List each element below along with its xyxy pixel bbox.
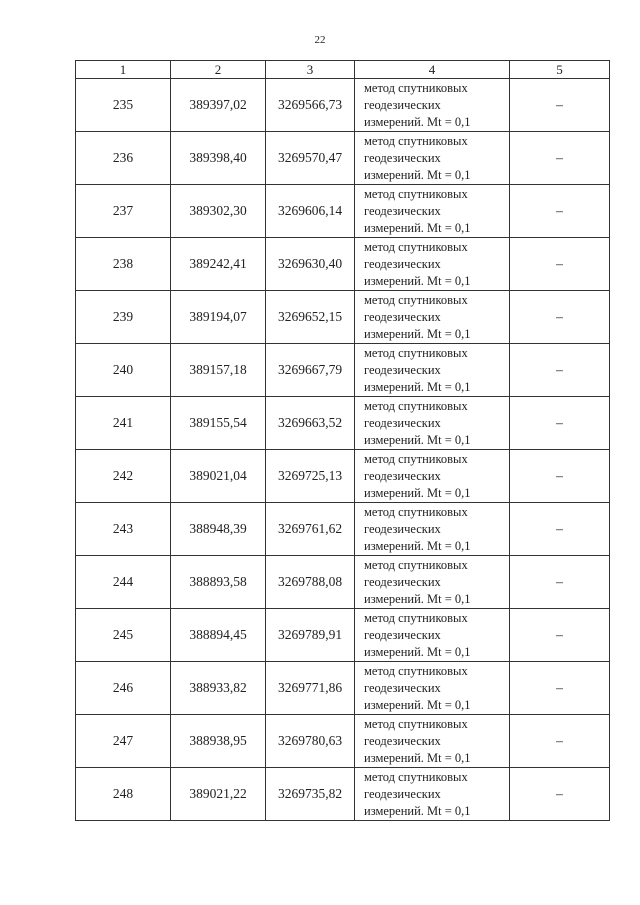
- method-text-line: геодезических: [364, 680, 441, 695]
- table-row: [76, 662, 610, 715]
- method-text-line: геодезических: [364, 415, 441, 430]
- column-header-3: 3: [266, 61, 355, 79]
- method-text-line: метод спутниковых: [364, 345, 468, 360]
- method-text-line: геодезических: [364, 256, 441, 271]
- point-number-cell: 235: [76, 79, 171, 132]
- point-number-cell: 244: [76, 556, 171, 609]
- method-text-line: геодезических: [364, 97, 441, 112]
- method-text-line: метод спутниковых: [364, 716, 468, 731]
- table-row: [76, 291, 610, 344]
- x-coordinate-cell: 388938,95: [171, 715, 266, 768]
- x-coordinate-cell: 389021,22: [171, 768, 266, 821]
- method-text-line: измерений. Mt = 0,1: [364, 591, 471, 606]
- y-coordinate-cell: 3269663,52: [266, 397, 355, 450]
- table-row: [76, 450, 610, 503]
- point-number-cell: 236: [76, 132, 171, 185]
- note-cell: –: [510, 291, 610, 344]
- point-number-cell: 246: [76, 662, 171, 715]
- y-coordinate-cell: 3269630,40: [266, 238, 355, 291]
- method-text-line: геодезических: [364, 309, 441, 324]
- x-coordinate-cell: 389155,54: [171, 397, 266, 450]
- method-text-line: геодезических: [364, 574, 441, 589]
- column-header-4: 4: [355, 61, 510, 79]
- page-number: 22: [314, 34, 326, 46]
- note-cell: –: [510, 715, 610, 768]
- note-cell: –: [510, 556, 610, 609]
- method-text-line: метод спутниковых: [364, 557, 468, 572]
- table-row: [76, 556, 610, 609]
- point-number-cell: 242: [76, 450, 171, 503]
- point-number-cell: 238: [76, 238, 171, 291]
- note-cell: –: [510, 79, 610, 132]
- method-cell: [355, 238, 510, 291]
- x-coordinate-cell: 389194,07: [171, 291, 266, 344]
- y-coordinate-cell: 3269771,86: [266, 662, 355, 715]
- point-number-cell: 243: [76, 503, 171, 556]
- table-row: [76, 397, 610, 450]
- y-coordinate-cell: 3269570,47: [266, 132, 355, 185]
- table-header-row: [76, 61, 610, 79]
- note-cell: –: [510, 503, 610, 556]
- method-text-line: геодезических: [364, 203, 441, 218]
- point-number-cell: 245: [76, 609, 171, 662]
- x-coordinate-cell: 389157,18: [171, 344, 266, 397]
- x-coordinate-cell: 389302,30: [171, 185, 266, 238]
- method-text-line: измерений. Mt = 0,1: [364, 114, 471, 129]
- x-coordinate-cell: 388933,82: [171, 662, 266, 715]
- method-text-line: измерений. Mt = 0,1: [364, 379, 471, 394]
- y-coordinate-cell: 3269652,15: [266, 291, 355, 344]
- note-cell: –: [510, 397, 610, 450]
- point-number-cell: 247: [76, 715, 171, 768]
- column-header-1: 1: [76, 61, 171, 79]
- table-row: [76, 79, 610, 132]
- method-text-line: измерений. Mt = 0,1: [364, 538, 471, 553]
- method-text-line: измерений. Mt = 0,1: [364, 432, 471, 447]
- point-number-cell: 248: [76, 768, 171, 821]
- x-coordinate-cell: 388948,39: [171, 503, 266, 556]
- method-text-line: метод спутниковых: [364, 133, 468, 148]
- table-row: [76, 768, 610, 821]
- method-cell: [355, 185, 510, 238]
- method-cell: [355, 768, 510, 821]
- point-number-cell: 237: [76, 185, 171, 238]
- method-text-line: метод спутниковых: [364, 451, 468, 466]
- y-coordinate-cell: 3269667,79: [266, 344, 355, 397]
- table-row: [76, 609, 610, 662]
- column-header-2: 2: [171, 61, 266, 79]
- method-cell: [355, 344, 510, 397]
- method-text-line: измерений. Mt = 0,1: [364, 485, 471, 500]
- note-cell: –: [510, 450, 610, 503]
- method-text-line: метод спутниковых: [364, 610, 468, 625]
- method-cell: [355, 556, 510, 609]
- y-coordinate-cell: 3269780,63: [266, 715, 355, 768]
- method-text-line: метод спутниковых: [364, 80, 468, 95]
- method-cell: [355, 609, 510, 662]
- method-text-line: геодезических: [364, 150, 441, 165]
- method-cell: [355, 503, 510, 556]
- note-cell: –: [510, 609, 610, 662]
- y-coordinate-cell: 3269789,91: [266, 609, 355, 662]
- y-coordinate-cell: 3269788,08: [266, 556, 355, 609]
- method-cell: [355, 79, 510, 132]
- method-text-line: измерений. Mt = 0,1: [364, 750, 471, 765]
- method-text-line: метод спутниковых: [364, 504, 468, 519]
- method-text-line: измерений. Mt = 0,1: [364, 803, 471, 818]
- coordinates-table: [75, 60, 610, 821]
- table-row: [76, 715, 610, 768]
- column-header-5: 5: [510, 61, 610, 79]
- point-number-cell: 240: [76, 344, 171, 397]
- point-number-cell: 241: [76, 397, 171, 450]
- x-coordinate-cell: 389021,04: [171, 450, 266, 503]
- y-coordinate-cell: 3269735,82: [266, 768, 355, 821]
- note-cell: –: [510, 768, 610, 821]
- method-text-line: измерений. Mt = 0,1: [364, 697, 471, 712]
- method-cell: [355, 132, 510, 185]
- y-coordinate-cell: 3269606,14: [266, 185, 355, 238]
- method-text-line: измерений. Mt = 0,1: [364, 220, 471, 235]
- table-row: [76, 238, 610, 291]
- table-row: [76, 132, 610, 185]
- x-coordinate-cell: 388894,45: [171, 609, 266, 662]
- x-coordinate-cell: 389242,41: [171, 238, 266, 291]
- method-cell: [355, 397, 510, 450]
- method-text-line: геодезических: [364, 786, 441, 801]
- y-coordinate-cell: 3269725,13: [266, 450, 355, 503]
- x-coordinate-cell: 388893,58: [171, 556, 266, 609]
- table-row: [76, 503, 610, 556]
- y-coordinate-cell: 3269761,62: [266, 503, 355, 556]
- method-text-line: метод спутниковых: [364, 292, 468, 307]
- method-text-line: метод спутниковых: [364, 663, 468, 678]
- method-text-line: геодезических: [364, 468, 441, 483]
- method-cell: [355, 662, 510, 715]
- method-text-line: измерений. Mt = 0,1: [364, 273, 471, 288]
- method-text-line: геодезических: [364, 521, 441, 536]
- note-cell: –: [510, 662, 610, 715]
- method-text-line: измерений. Mt = 0,1: [364, 326, 471, 341]
- method-text-line: измерений. Mt = 0,1: [364, 644, 471, 659]
- x-coordinate-cell: 389398,40: [171, 132, 266, 185]
- method-cell: [355, 450, 510, 503]
- x-coordinate-cell: 389397,02: [171, 79, 266, 132]
- point-number-cell: 239: [76, 291, 171, 344]
- note-cell: –: [510, 132, 610, 185]
- method-text-line: метод спутниковых: [364, 186, 468, 201]
- method-text-line: геодезических: [364, 627, 441, 642]
- note-cell: –: [510, 344, 610, 397]
- method-text-line: геодезических: [364, 733, 441, 748]
- y-coordinate-cell: 3269566,73: [266, 79, 355, 132]
- method-text-line: метод спутниковых: [364, 239, 468, 254]
- table-body: [76, 79, 610, 821]
- method-cell: [355, 291, 510, 344]
- method-text-line: метод спутниковых: [364, 769, 468, 784]
- method-text-line: метод спутниковых: [364, 398, 468, 413]
- note-cell: –: [510, 238, 610, 291]
- table-row: [76, 185, 610, 238]
- note-cell: –: [510, 185, 610, 238]
- method-cell: [355, 715, 510, 768]
- method-text-line: геодезических: [364, 362, 441, 377]
- method-text-line: измерений. Mt = 0,1: [364, 167, 471, 182]
- table-row: [76, 344, 610, 397]
